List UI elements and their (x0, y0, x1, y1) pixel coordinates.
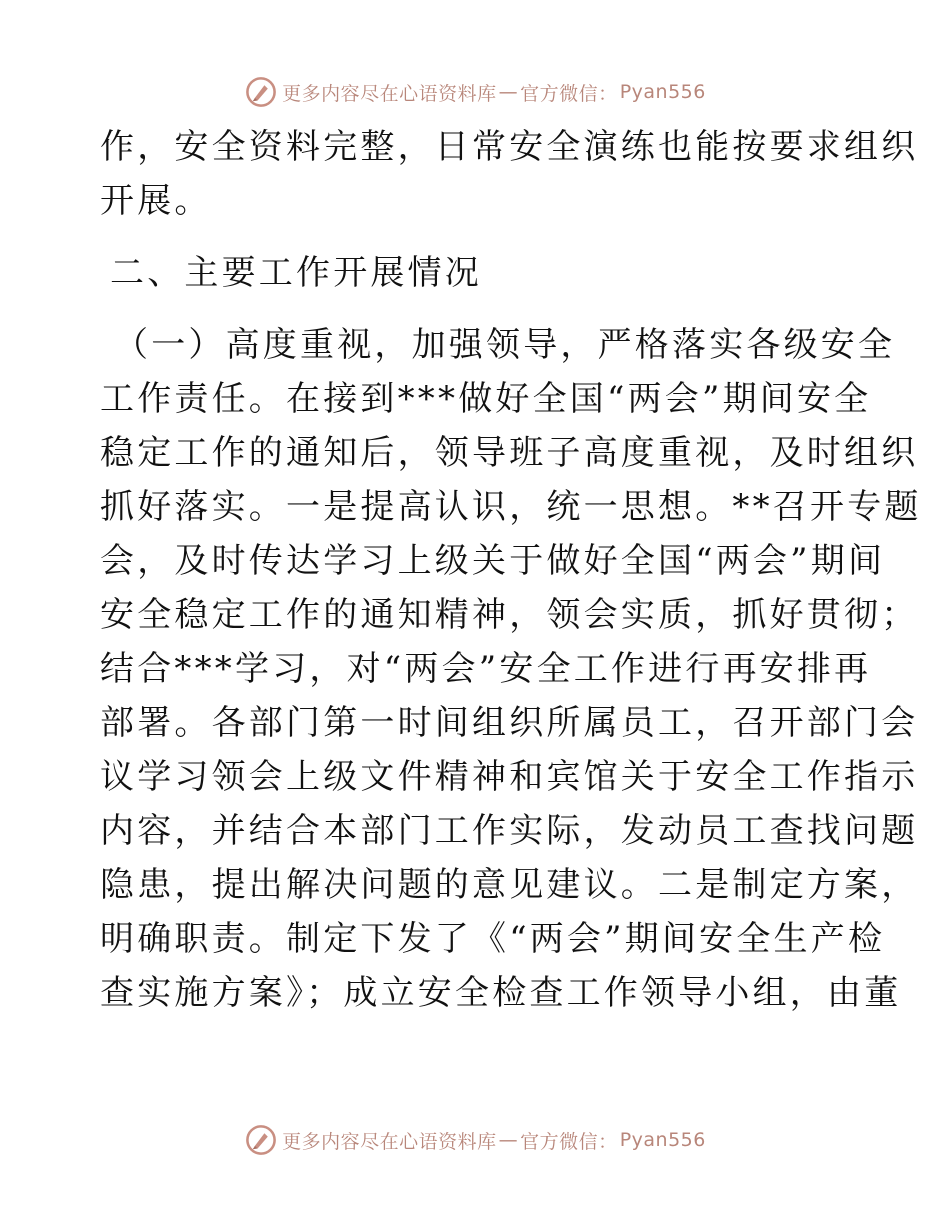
text-line: 议学习领会上级文件精神和宾馆关于安全工作指示 (100, 757, 919, 797)
text-line: 稳定工作的通知后，领导班子高度重视，及时组织 (100, 433, 919, 473)
watermark-site-name: 更多内容尽在心语资料库 (282, 1130, 497, 1153)
watermark-header (0, 72, 950, 112)
document-body (100, 120, 922, 1020)
watermark-separator: — (498, 81, 519, 103)
text-line: 作，安全资料完整，日常安全演练也能按要求组织 (100, 127, 919, 167)
watermark-wechat-id: Pyan556 (619, 81, 706, 103)
text-line: 查实施方案》；成立安全检查工作领导小组，由董 (100, 973, 902, 1013)
watermark-footer (0, 1120, 950, 1160)
watermark-wechat-label: 官方微信： (520, 1130, 618, 1153)
text-line: 隐患，提出解决问题的意见建议。二是制定方案， (100, 865, 919, 905)
pen-logo-icon (244, 75, 278, 109)
watermark-separator: — (498, 1129, 519, 1151)
watermark-wechat-label: 官方微信： (520, 82, 618, 105)
text-line: 内容，并结合本部门工作实际，发动员工查找问题 (100, 811, 919, 851)
text-line: 结合***学习，对“两会”安全工作进行再安排再 (100, 649, 872, 689)
text-line: 开展。 (100, 181, 212, 221)
pen-logo-icon (244, 1123, 278, 1157)
text-line: 明确职责。制定下发了《“两会”期间安全生产检 (100, 919, 886, 959)
watermark-wechat-id: Pyan556 (619, 1129, 706, 1151)
text-line: 会，及时传达学习上级关于做好全国“两会”期间 (100, 541, 886, 581)
watermark-site-name: 更多内容尽在心语资料库 (282, 82, 497, 105)
text-line: 工作责任。在接到***做好全国“两会”期间安全 (100, 379, 872, 419)
text-line: （一）高度重视，加强领导，严格落实各级安全 (114, 325, 896, 365)
section-heading: 二、主要工作开展情况 (110, 253, 482, 293)
text-line: 抓好落实。一是提高认识，统一思想。**召开专题 (100, 487, 922, 527)
text-line: 安全稳定工作的通知精神，领会实质，抓好贯彻； (100, 595, 919, 635)
text-line: 部署。各部门第一时间组织所属员工，召开部门会 (100, 703, 919, 743)
